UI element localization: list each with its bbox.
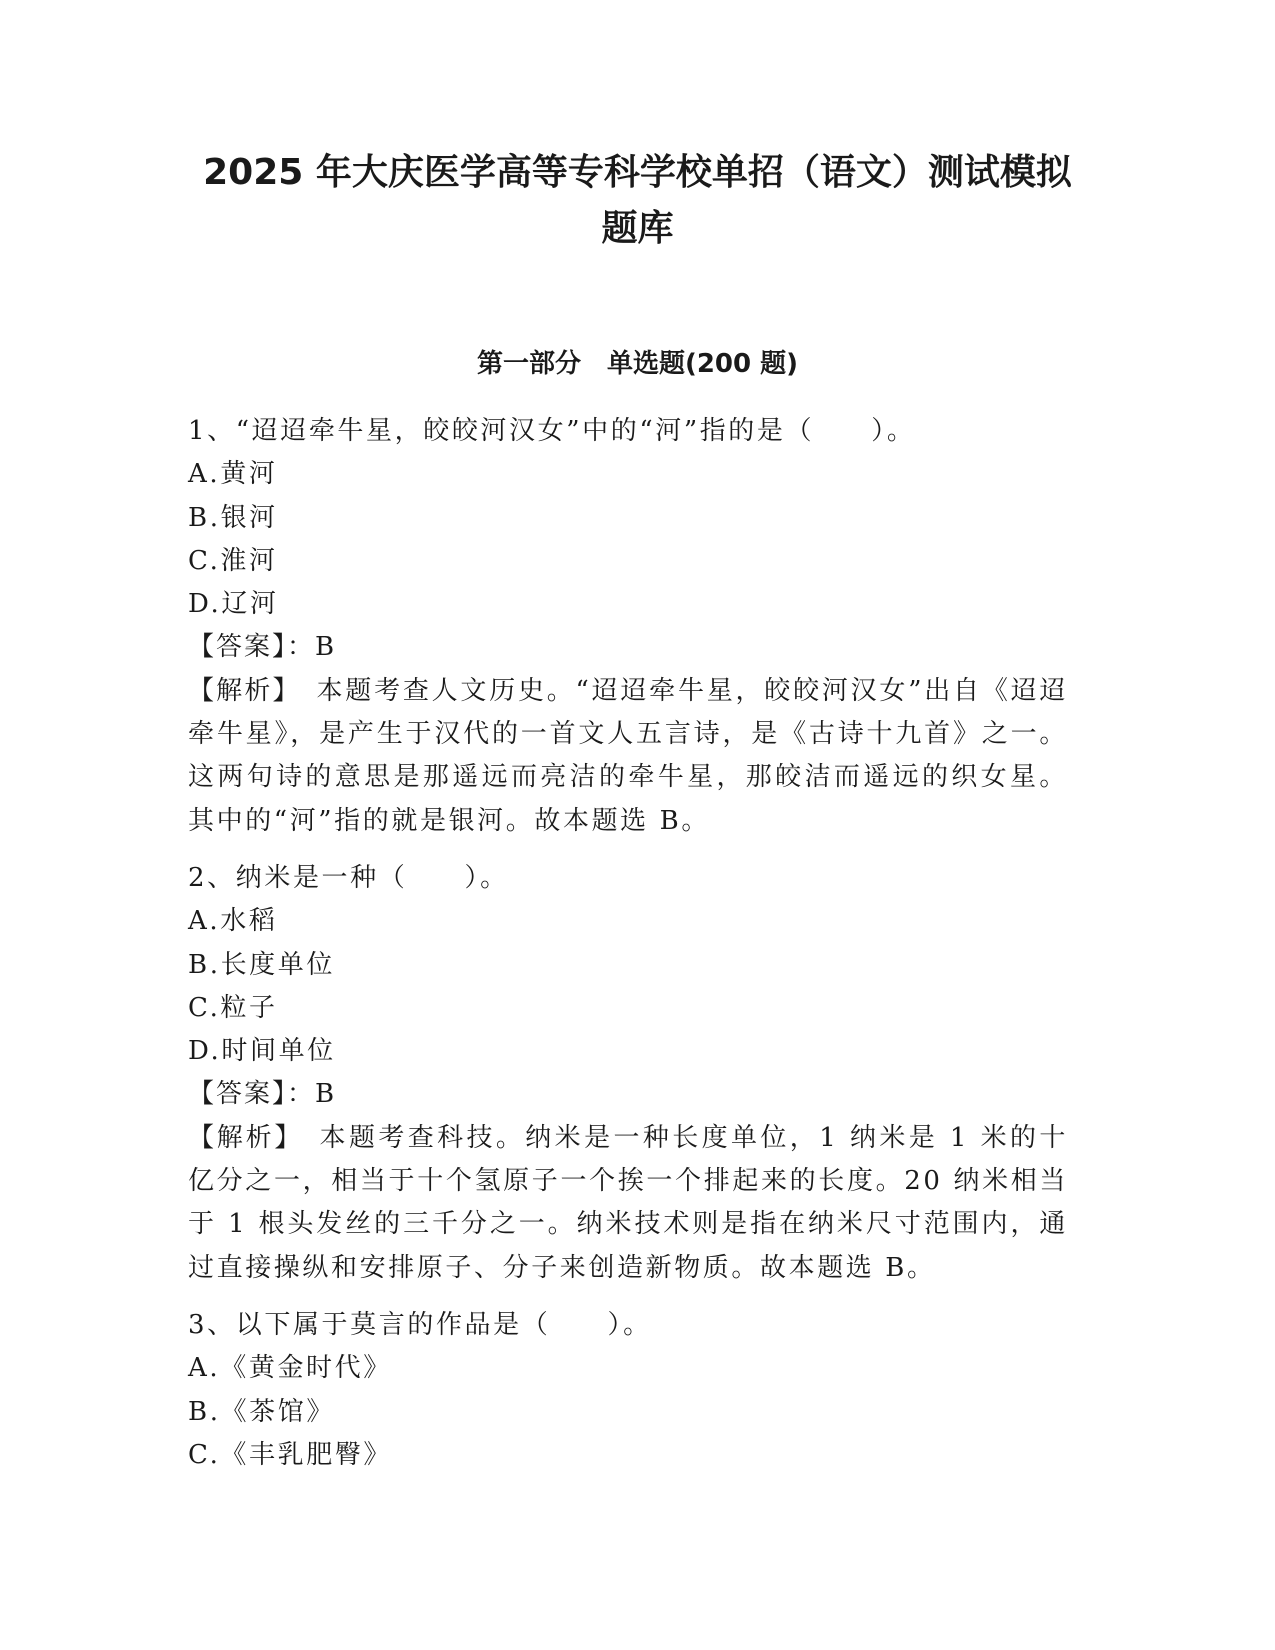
analysis-block — [188, 670, 1068, 843]
analysis-label: 【解析】 — [188, 675, 288, 706]
option-b: B.银河 — [188, 502, 278, 533]
question-stem: 1、“迢迢牵牛星，皎皎河汉女”中的“河”指的是（ ）。 — [188, 416, 916, 446]
answer-value: B — [315, 1079, 337, 1110]
option-c: C.淮河 — [188, 545, 278, 576]
question-3 — [188, 1304, 1068, 1477]
section-heading: 第一部分 单选题(200 题) — [476, 349, 799, 379]
option-b: B.长度单位 — [188, 949, 335, 980]
answer-line — [188, 1073, 1068, 1116]
analysis-text: 本题考查科技。纳米是一种长度单位，1 纳米是 1 米的十亿分之一，相当于十个氢原子一个挨一个排起来的长度。20 纳米相当于 1 根头发丝的三千分之一。纳米技术则是指在纳米尺寸范围内，通过直接操纵和安排原子、分子来创造新物质。故本题选 B。 — [188, 1122, 1068, 1283]
option-d: D.时间单位 — [188, 1036, 336, 1067]
analysis-text: 本题考查人文历史。“迢迢牵牛星，皎皎河汉女”出自《迢迢牵牛星》，是产生于汉代的一首文人五言诗，是《古诗十九首》之一。这两句诗的意思是那遥远而亮洁的牵牛星，那皎洁而遥远的织女星。其中的“河”指的就是银河。故本题选 B。 — [188, 675, 1068, 836]
option-c: C.粒子 — [188, 992, 278, 1023]
document-title-line-2: 题库 — [601, 208, 674, 249]
answer-line — [188, 626, 1068, 669]
question-stem: 2、纳米是一种（ ）。 — [188, 862, 509, 893]
answer-label: 【答案】： — [188, 1079, 316, 1110]
question-list — [188, 410, 1068, 1491]
document-title — [150, 145, 1125, 257]
option-a: A.《黄金时代》 — [188, 1353, 392, 1384]
option-a: A.水稻 — [188, 906, 278, 937]
option-a: A.黄河 — [188, 459, 278, 490]
option-c: C.《丰乳肥臀》 — [188, 1439, 393, 1470]
answer-label: 【答案】： — [188, 632, 316, 663]
question-stem: 3、以下属于莫言的作品是（ ）。 — [188, 1309, 652, 1340]
question-1 — [188, 410, 1068, 843]
option-d: D.辽河 — [188, 589, 279, 620]
option-b: B.《茶馆》 — [188, 1396, 335, 1427]
analysis-block — [188, 1117, 1068, 1290]
document-title-line-1: 2025 年大庆医学高等专科学校单招（语文）测试模拟 — [203, 152, 1072, 193]
question-2 — [188, 857, 1068, 1290]
answer-value: B — [315, 632, 337, 663]
analysis-label: 【解析】 — [188, 1122, 291, 1153]
